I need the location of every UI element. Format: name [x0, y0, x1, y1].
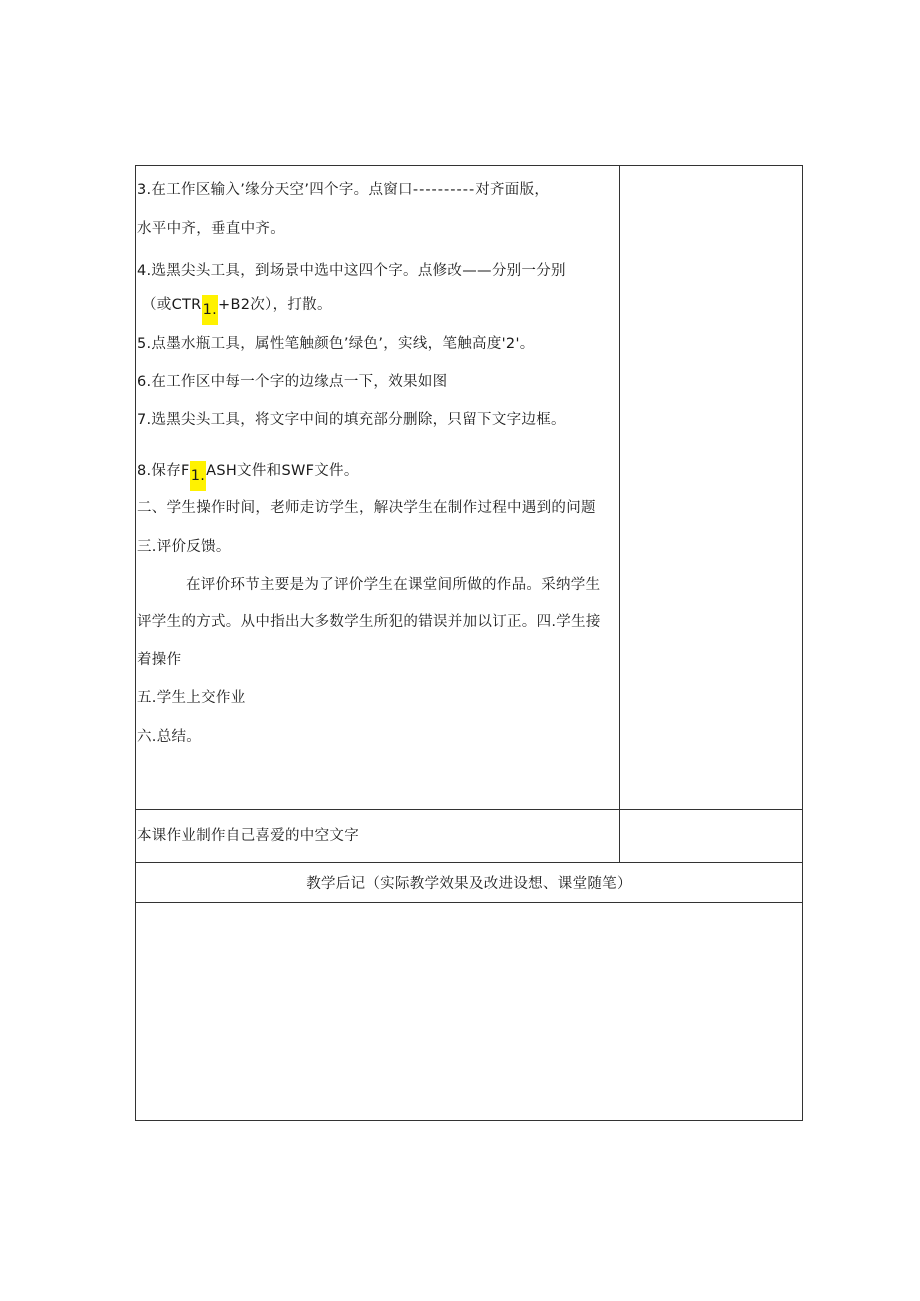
step-3-text: 3.在工作区输入’缘分天空’四个字。点窗口 — [137, 182, 413, 198]
section-two: 二、学生操作时间，老师走访学生，解决学生在制作过程中遇到的问题 — [137, 500, 596, 516]
step-3-line-2: 水平中齐，垂直中齐。 — [137, 221, 285, 237]
row-divider-homework — [135, 862, 803, 863]
step-7: 7.选黑尖头工具，将文字中间的填充部分删除，只留下文字边框。 — [137, 412, 566, 428]
section-three: 三.评价反馈。 — [137, 539, 231, 555]
highlighted-text: 1. — [190, 461, 206, 491]
section-six: 六.总结。 — [137, 729, 202, 745]
homework-text: 本课作业制作自己喜爱的中空文字 — [137, 828, 359, 844]
row-divider-steps — [135, 809, 803, 810]
step-3-dashes: ---------- — [412, 182, 476, 198]
column-divider — [619, 165, 620, 862]
step-4-text: （或CTR — [142, 297, 202, 313]
step-4-line-1: 4.选黑尖头工具，到场景中选中这四个字。点修改——分别一分别 — [137, 263, 566, 279]
evaluation-paragraph-line-2: 评学生的方式。从中指出大多数学生所犯的错误并加以订正。四.学生接 — [137, 614, 601, 630]
evaluation-paragraph-line-1: 在评价环节主要是为了评价学生在课堂间所做的作品。采纳学生 — [186, 577, 601, 593]
afterword-title: 教学后记（实际教学效果及改进设想、课堂随笔） — [306, 876, 632, 892]
highlighted-text: 1. — [202, 295, 218, 325]
step-4-line-2 — [142, 295, 332, 325]
step-3-line-1 — [137, 180, 549, 200]
step-8-text-end: ASH文件和SWF文件。 — [206, 463, 359, 479]
evaluation-paragraph-line-3: 着操作 — [137, 652, 182, 668]
afterword-content-area[interactable] — [136, 903, 802, 1120]
step-5: 5.点墨水瓶工具，属性笔触颜色’绿色’，实线，笔触高度'2'。 — [137, 336, 535, 352]
step-4-text-end: +B2次），打散。 — [218, 297, 332, 313]
step-3-text-end: 对齐面版， — [475, 182, 550, 198]
step-6: 6.在工作区中每一个字的边缘点一下，效果如图 — [137, 374, 448, 390]
step-8 — [137, 461, 359, 491]
section-five: 五.学生上交作业 — [137, 690, 246, 706]
step-8-text: 8.保存F — [137, 463, 190, 479]
